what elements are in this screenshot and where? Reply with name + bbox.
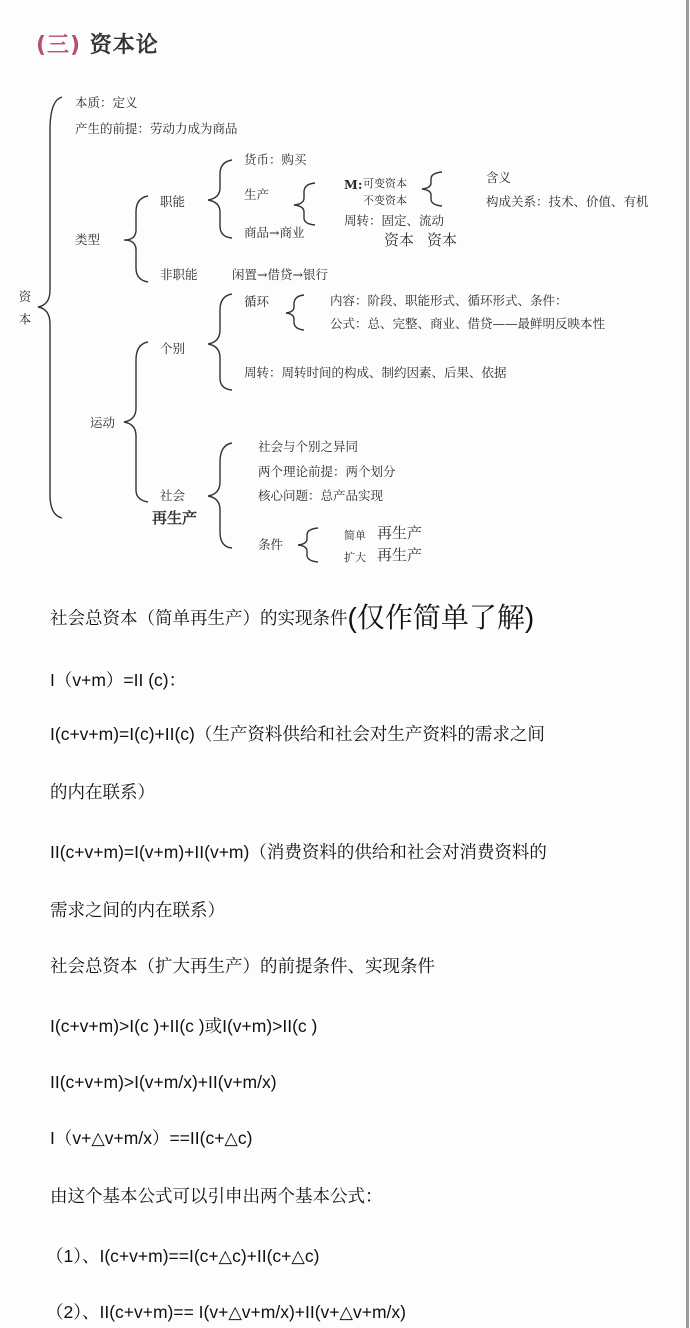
section-number: (三) (36, 33, 82, 58)
node-variable: 可变资本 (363, 177, 407, 190)
node-circulation: 循环 (244, 294, 270, 309)
equation-4: I(c+v+m)>I(c )+II(c )或I(v+m)>II(c ) (50, 1016, 318, 1036)
simple-reproduction-heading (50, 602, 535, 633)
node-commodity: 商品→商业 (244, 225, 305, 240)
equation-3-cont: 需求之间的内在联系） (50, 900, 225, 920)
simple-heading-note: (仅作简单了解) (347, 602, 535, 633)
node-movement: 运动 (90, 415, 116, 430)
node-non-functional: 非职能 (160, 267, 198, 282)
node-turnover: 周转：固定、流动 (344, 213, 445, 228)
node-circ-content: 内容：阶段、职能形式、循环形式、条件： (330, 293, 568, 308)
equation-2-cont: 的内在联系） (50, 782, 155, 802)
node-social-premises: 两个理论前提：两个划分 (258, 464, 396, 479)
equation-2: I(c+v+m)=I(c)+II(c)（生产资料供给和社会对生产资料的需求之间 (50, 724, 545, 744)
equation-6: I（v+△v+m/x）==II(c+△c) (50, 1128, 253, 1148)
node-individual: 个别 (160, 341, 186, 356)
node-money: 货币：购买 (244, 152, 307, 167)
node-conditions: 条件 (258, 537, 284, 552)
node-functional: 职能 (160, 194, 186, 209)
equation-5: II(c+v+m)>I(v+m/x)+II(v+m/x) (50, 1072, 277, 1092)
formula-2: （2）、II(c+v+m)== I(v+△v+m/x)+II(v+△v+m/x) (46, 1302, 406, 1322)
node-simple: 简单 (344, 529, 366, 542)
node-social-diff: 社会与个别之异同 (258, 439, 359, 454)
node-ind-turnover: 周转：周转时间的构成、制约因素、后果、依据 (244, 365, 507, 380)
formula-1: （1）、I(c+v+m)==I(c+△c)+II(c+△c) (46, 1246, 320, 1266)
node-turnover-cap-2: 资本 (427, 231, 458, 249)
equation-3: II(c+v+m)=I(v+m)+II(v+m)（消费资料的供给和社会对消费资料的 (50, 842, 547, 862)
node-essence: 本质：定义 (75, 95, 138, 110)
node-simple-repro: 再生产 (377, 524, 423, 542)
node-expanded-repro: 再生产 (377, 546, 423, 564)
expanded-reproduction-heading: 社会总资本（扩大再生产）的前提条件、实现条件 (50, 956, 435, 976)
node-composition: 构成关系：技术、价值、有机 (486, 194, 649, 209)
node-reproduction: 再生产 (152, 509, 198, 527)
node-social: 社会 (160, 488, 186, 503)
node-types: 类型 (75, 232, 101, 247)
node-constant: 不变资本 (363, 194, 407, 207)
section-title-text: 资本论 (89, 33, 159, 58)
node-expanded: 扩大 (344, 551, 366, 564)
node-idle-chain: 闲置→借贷→银行 (232, 267, 328, 282)
node-turnover-cap-1: 资本 (384, 231, 415, 249)
node-social-core: 核心问题：总产品实现 (258, 488, 384, 503)
node-meaning: 含义 (486, 170, 512, 185)
node-premise: 产生的前提：劳动力成为商品 (75, 121, 238, 136)
node-production: 生产 (244, 187, 270, 202)
derive-text: 由这个基本公式可以引申出两个基本公式： (50, 1186, 383, 1206)
node-m-label: M: (344, 177, 363, 192)
node-capital: 资本 (17, 290, 32, 335)
node-circ-formula: 公式：总、完整、商业、借贷——最鲜明反映本性 (330, 316, 606, 331)
concept-diagram (0, 0, 690, 580)
equation-1: I（v+m）=II (c)： (50, 670, 187, 690)
simple-heading-text: 社会总资本（简单再生产）的实现条件 (50, 608, 348, 628)
